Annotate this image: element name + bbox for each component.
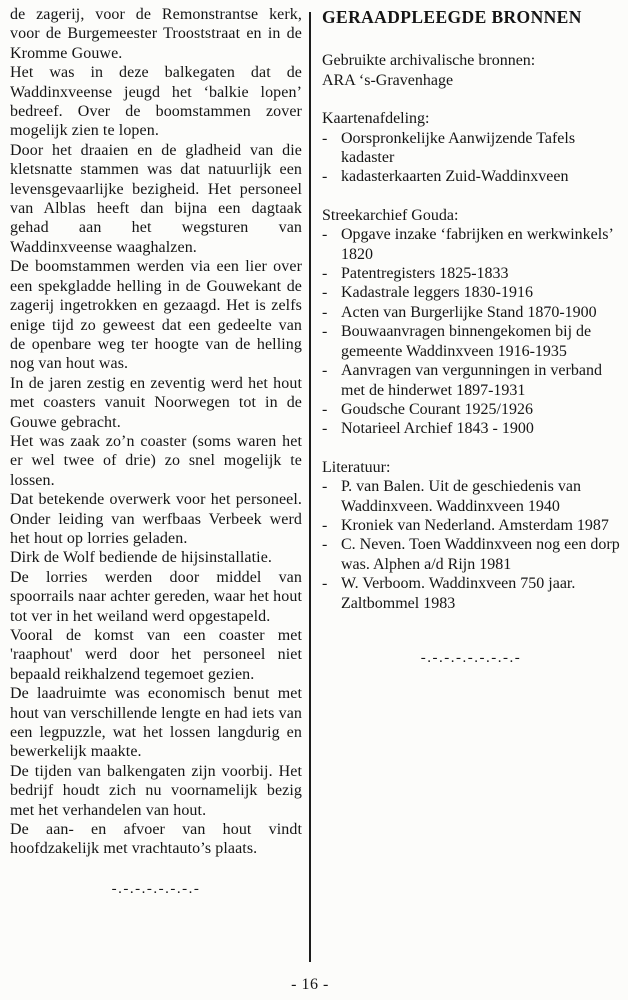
intro-line: Gebruikte archivalische bronnen: bbox=[322, 52, 536, 70]
bullet-dash: - bbox=[322, 478, 328, 496]
bullet-dash: - bbox=[322, 284, 328, 302]
intro-line: ARA ‘s-Gravenhage bbox=[322, 71, 454, 89]
list-item-text: W. Verboom. Waddinxveen 750 jaar. Zaltbommel 1983 bbox=[341, 575, 576, 612]
list-item bbox=[322, 322, 620, 361]
list-item bbox=[322, 283, 620, 302]
paragraph: Vooral de komst van een coaster met 'raaphout' werd door het personeel niet bepaald reikhalzend tegemoet gezien. bbox=[10, 627, 302, 683]
paragraph: In de jaren zestig en zeventig werd het hout met coasters vanuit Noorwegen tot in de Gouwe gebracht. bbox=[10, 374, 302, 431]
sources-intro bbox=[322, 51, 620, 90]
paragraph: De laadruimte was economisch benut met hout van verschillende lengte en had iets van een legpuzzle, wat het lossen langdurig en bewerkelijk maakte. bbox=[10, 685, 302, 761]
paragraph: Het was zaak zo’n coaster (soms waren het er wel twee of drie) zo snel mogelijk te lossen. bbox=[10, 432, 302, 489]
bullet-dash: - bbox=[322, 536, 328, 554]
paragraph: Dat betekende overwerk voor het personeel. Onder leiding van werfbaas Verbeek werd het hout op lorries geladen. bbox=[10, 491, 302, 547]
section-heading: Streekarchief Gouda: bbox=[322, 206, 459, 224]
list-item bbox=[322, 516, 620, 535]
list-item-text: Oorspronkelijke Aanwijzende Tafels kadaster bbox=[341, 129, 576, 167]
list-item-text: Kroniek van Nederland. Amsterdam 1987 bbox=[341, 516, 609, 534]
list-item-text: Acten van Burgerlijke Stand 1870-1900 bbox=[341, 303, 597, 321]
bullet-dash: - bbox=[322, 362, 328, 380]
list-item bbox=[322, 361, 620, 400]
bullet-dash: - bbox=[322, 129, 328, 147]
bullet-dash: - bbox=[322, 323, 328, 341]
list-item-text: Aanvragen van vergunningen in verband met de hinderwet 1897-1931 bbox=[341, 362, 602, 399]
paragraph: Het was in deze balkegaten dat de Waddinxveense jeugd het ‘balkie lopen’ bedreef. Over de boomstammen zover mogelijk zien te lopen. bbox=[10, 64, 302, 140]
paragraph: De aan- en afvoer van hout vindt hoofdzakelijk met vrachtauto’s plaats. bbox=[10, 821, 302, 858]
source-section-literatuur bbox=[322, 458, 620, 613]
section-separator: -.-.-.-.-.-.-.- bbox=[111, 880, 201, 897]
list-item bbox=[322, 167, 620, 186]
list-item bbox=[322, 303, 620, 322]
list-item-text: Goudsche Courant 1925/1926 bbox=[341, 400, 533, 418]
list-item bbox=[322, 400, 620, 419]
list-item-text: Patentregisters 1825-1833 bbox=[341, 265, 509, 283]
list-item bbox=[322, 129, 620, 168]
left-column bbox=[10, 5, 302, 898]
list-item bbox=[322, 535, 620, 574]
source-section-streekarchief bbox=[322, 206, 620, 439]
bullet-dash: - bbox=[322, 168, 328, 186]
bullet-dash: - bbox=[322, 226, 328, 244]
bullet-dash: - bbox=[322, 400, 328, 418]
bullet-dash: - bbox=[322, 516, 328, 534]
list-item bbox=[322, 419, 620, 438]
paragraph: De boomstammen werden via een lier over een spekgladde helling in de Gouwekant de zagerij ingetrokken en gezaagd. Het is zelfs enige tijd zo geweest dat een gedeelte van de openbare weg ter hoogte van de helling nog van hout was. bbox=[10, 258, 302, 373]
section-heading: Kaartenafdeling: bbox=[322, 110, 430, 128]
list-item-text: kadasterkaarten Zuid-Waddinxveen bbox=[341, 168, 569, 186]
column-divider-rule bbox=[309, 12, 311, 962]
bullet-dash: - bbox=[322, 420, 328, 438]
section-heading: Literatuur: bbox=[322, 458, 391, 476]
list-item-text: Bouwaanvragen binnengekomen bij de gemeente Waddinxveen 1916-1935 bbox=[341, 323, 592, 360]
list-item-text: C. Neven. Toen Waddinxveen nog een dorp was. Alphen a/d Rijn 1981 bbox=[341, 536, 620, 573]
paragraph: De lorries werden door middel van spoorrails naar achter gereden, waar het hout tot ver in het weiland werd opgestapeld. bbox=[10, 568, 302, 625]
bullet-dash: - bbox=[322, 303, 328, 321]
list-item bbox=[322, 225, 620, 264]
bullet-dash: - bbox=[322, 575, 328, 593]
list-item-text: Notarieel Archief 1843 - 1900 bbox=[341, 420, 534, 438]
paragraph: Door het draaien en de gladheid van die kletsnatte stammen was dat natuurlijk een levensgevaarlijke bezigheid. Het personeel van Alblas heeft dan bijna een dagtaak gehad aan het wegsturen van Waddinxveense waaghalzen. bbox=[10, 141, 302, 256]
sources-column bbox=[322, 8, 620, 668]
paragraph: De tijden van balkengaten zijn voorbij. Het bedrijf houdt zich nu voornamelijk bezig met het verhandelen van hout. bbox=[10, 762, 302, 819]
list-item-text: Opgave inzake ‘fabrijken en werkwinkels’ 1820 bbox=[341, 226, 613, 263]
paragraph: Dirk de Wolf bediende de hijsinstallatie. bbox=[10, 549, 273, 567]
paragraph: de zagerij, voor de Remonstrantse kerk, voor de Burgemeester Trooststraat en in de Kromme Gouwe. bbox=[10, 6, 302, 62]
source-section-kaartenafdeling bbox=[322, 109, 620, 187]
list-item-text: P. van Balen. Uit de geschiedenis van Waddinxveen. Waddinxveen 1940 bbox=[341, 478, 581, 515]
list-item bbox=[322, 264, 620, 283]
page-number: - 16 - bbox=[291, 976, 329, 993]
sources-title: GERAADPLEEGDE BRONNEN bbox=[322, 7, 582, 27]
list-item bbox=[322, 574, 620, 613]
bullet-dash: - bbox=[322, 265, 328, 283]
list-item bbox=[322, 477, 620, 516]
list-item-text: Kadastrale leggers 1830-1916 bbox=[341, 284, 533, 302]
section-separator: -.-.-.-.-.-.-.-.- bbox=[420, 649, 522, 666]
